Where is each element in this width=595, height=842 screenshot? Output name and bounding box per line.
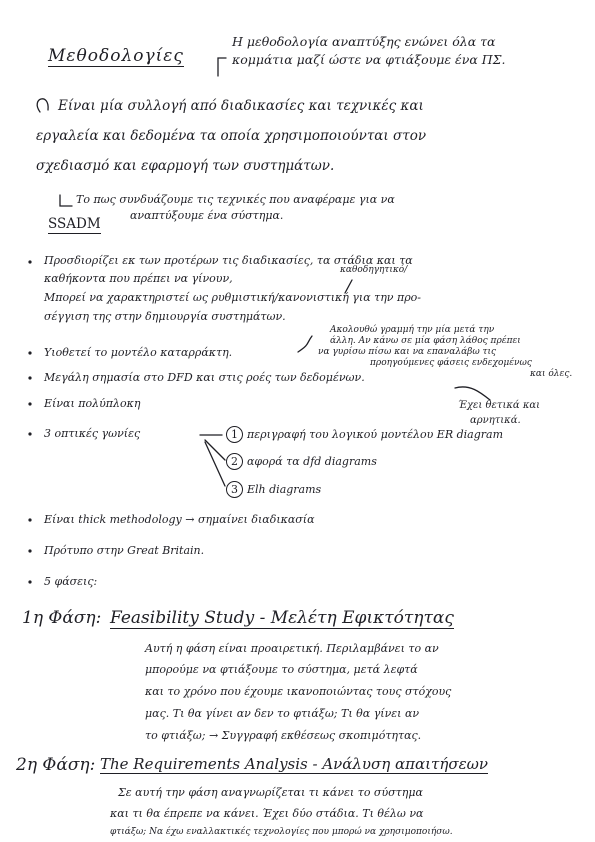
ssadm-bullet-1-line-2: καθήκοντα που πρέπει να γίνουν, (44, 272, 233, 285)
phase-1-label: 1η Φάση: (22, 608, 102, 628)
phase-2-label: 2η Φάση: (16, 755, 96, 775)
phase-1-line-2: μπορούμε να φτιάξουμε το σύστημα, μετά λεφτά (145, 663, 418, 676)
ssadm-bullet-2: Υιοθετεί το μοντέλο καταρράκτη. (44, 346, 233, 359)
bullet-dot-2 (28, 351, 31, 354)
ssadm-bullet-4-side-1: Έχει θετικά και (458, 400, 541, 411)
view-item-2 (226, 453, 377, 470)
view-number-3: 3 (226, 481, 243, 498)
intro-hook (37, 99, 48, 112)
intro-sub-line-2: αναπτύξουμε ένα σύστημα. (130, 209, 284, 222)
views-arrow-3 (205, 442, 225, 486)
intro-line-3: σχεδιασμό και εφαρμογή των συστημάτων. (36, 158, 335, 174)
phase-1-line-1: Αυτή η φάση είναι προαιρετική. Περιλαμβάνει το αν (145, 642, 439, 655)
ssadm-bullet-5: 3 οπτικές γωνίες (44, 427, 141, 440)
header-note-line-1: Η μεθοδολογία αναπτύξης ενώνει όλα τα (232, 34, 496, 49)
ssadm-bullet-4-side-2: αρνητικά. (470, 415, 521, 426)
bullet-dot-8 (28, 580, 31, 583)
intro-line-2: εργαλεία και δεδομένα τα οποία χρησιμοποιούνται στον (36, 128, 427, 144)
phase-2-line-2: και τι θα έπρεπε να κάνει. Έχει δύο στάδια. Τι θέλω να (110, 807, 424, 820)
ssadm-aside-line-3: να γυρίσω πίσω και να επαναλάβω τις (318, 347, 497, 357)
ssadm-aside-line-1: Ακολουθώ γραμμή την μία μετά την (330, 325, 495, 335)
bullet-dot-3 (28, 376, 31, 379)
header-note-line-2: κομμάτια μαζί ώστε να φτιάξουμε ένα ΠΣ. (232, 52, 506, 67)
view-text-1: περιγραφή του λογικού μοντέλου ER diagram (247, 428, 504, 441)
view-item-3 (226, 481, 321, 498)
phase-1-line-4: μας. Τι θα γίνει αν δεν το φτιάξω; Τι θα γίνει αν (145, 707, 420, 720)
bullet-dot-7 (28, 549, 31, 552)
view-text-3: Elh diagrams (247, 483, 322, 496)
view-item-1 (226, 426, 503, 443)
phase-1-title: Feasibility Study - Μελέτη Εφικτότητας (110, 608, 454, 628)
ssadm-bullet-1-line-1: Προσδιορίζει εκ των προτέρων τις διαδικασίες, τα στάδια και τα (44, 254, 413, 267)
ssadm-bullet-1-line-4: σέγγιση της στην δημιουργία συστημάτων. (44, 310, 286, 323)
ssadm-heading: SSADM (48, 216, 101, 232)
bullet-dot-6 (28, 518, 31, 521)
ssadm-bullet-1-insert: καθοδηγητικό/ (340, 265, 408, 275)
view-number-1: 1 (226, 426, 243, 443)
header-arrow (218, 58, 226, 76)
ssadm-aside-line-5: και όλες. (530, 369, 573, 379)
phase-2-line-1: Σε αυτή την φάση αναγνωρίζεται τι κάνει το σύστημα (118, 786, 423, 799)
sub-arrow (60, 195, 72, 206)
phase-2-line-3: φτιάξω; Να έχω εναλλακτικές τεχνολογίες που μπορώ να χρησιμοποιήσω. (110, 827, 453, 837)
bullet-dot-5 (28, 432, 31, 435)
bullet-dot-4 (28, 402, 31, 405)
ssadm-bullet-6: Είναι thick methodology → σημαίνει διαδικασία (44, 513, 315, 526)
phase-1-line-5: το φτιάξω; → Συγγραφή εκθέσεως σκοπιμότητας. (145, 729, 422, 742)
ssadm-bullet-4: Είναι πολύπλοκη (44, 397, 141, 410)
phase-1-line-3: και το χρόνο που έχουμε ικανοποιώντας τους στόχους (145, 685, 452, 698)
bullet-dot-1 (28, 260, 31, 263)
intro-line-1: Είναι μία συλλογή από διαδικασίες και τεχνικές και (58, 98, 424, 114)
phase-2-title: The Requirements Analysis - Ανάλυση απαιτήσεων (100, 755, 488, 773)
page-title: Μεθοδολογίες (48, 46, 184, 66)
view-text-2: αφορά τα dfd diagrams (247, 455, 377, 468)
ssadm-bullet-1-line-3: Μπορεί να χαρακτηριστεί ως ρυθμιστική/κανονιστική για την προ- (44, 291, 422, 304)
side-arrow (455, 387, 490, 400)
view-number-2: 2 (226, 453, 243, 470)
aside-arrow (298, 336, 312, 352)
ssadm-aside-line-4: προηγούμενες φάσεις ενδεχομένως (370, 358, 532, 368)
intro-sub-line-1: Το πως συνδυάζουμε τις τεχνικές που αναφέραμε για να (76, 193, 395, 206)
ssadm-bullet-8: 5 φάσεις: (44, 575, 98, 588)
ssadm-bullet-7: Πρότυπο στην Great Britain. (44, 544, 205, 557)
ssadm-aside-line-2: άλλη. Αν κάνω σε μία φάση λάθος πρέπει (330, 336, 521, 346)
ssadm-bullet-3: Μεγάλη σημασία στο DFD και στις ροές των δεδομένων. (44, 371, 365, 384)
